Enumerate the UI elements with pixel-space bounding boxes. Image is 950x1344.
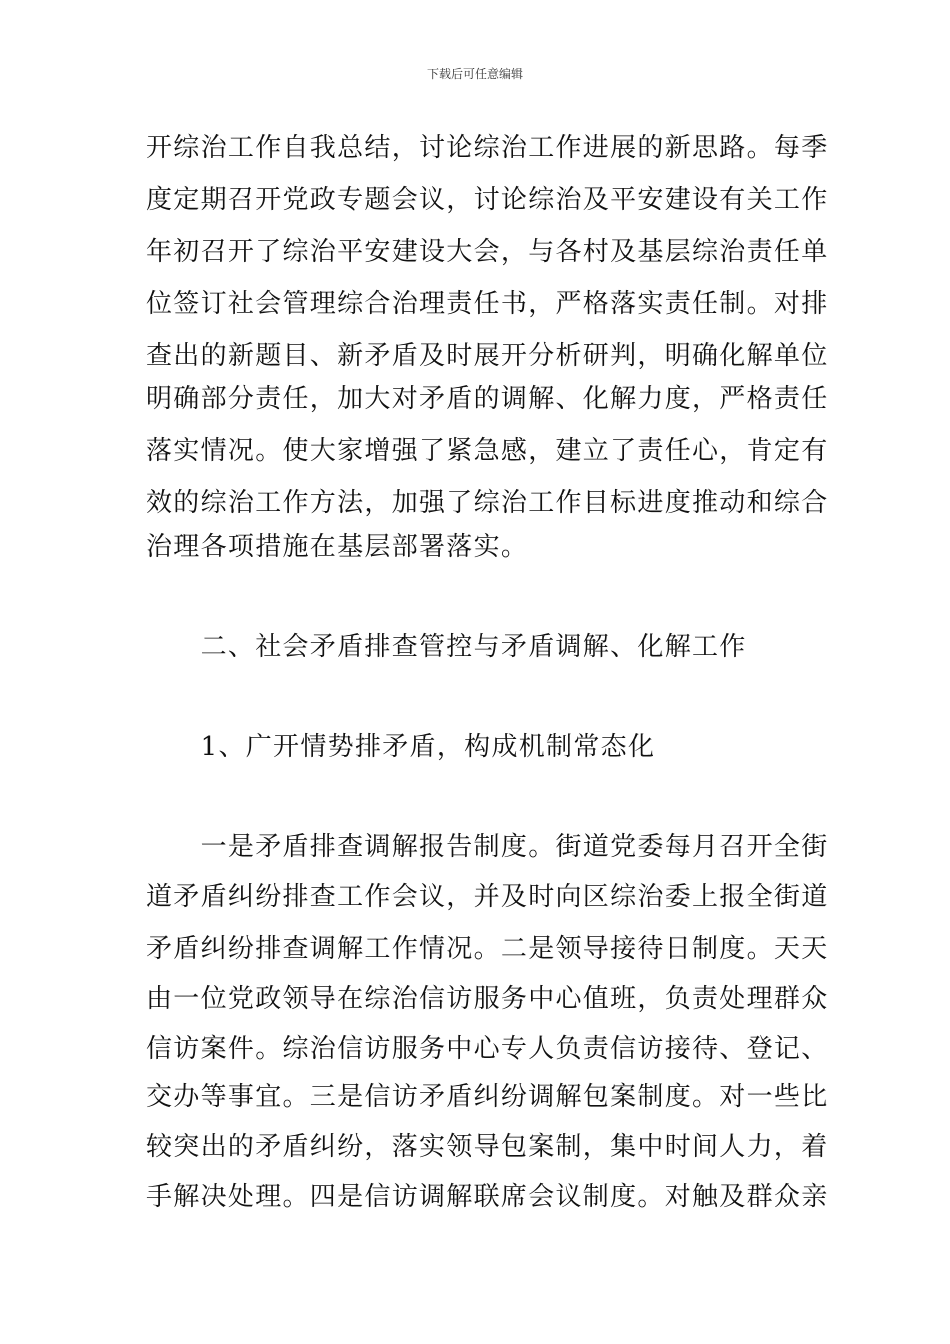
text-line: 效的综治工作方法，加强了综治工作目标进度推动和综合 (146, 488, 829, 518)
text-line: 较突出的矛盾纠纷，落实领导包案制，集中时间人力，着 (146, 1132, 829, 1162)
text-line: 由一位党政领导在综治信访服务中心值班，负责处理群众 (146, 984, 829, 1014)
text-line: 交办等事宜。三是信访矛盾纠纷调解包案制度。对一些比 (146, 1082, 829, 1112)
subsection-heading: 1、广开情势排矛盾，构成机制常态化 (146, 732, 656, 762)
text-line: 明确部分责任，加大对矛盾的调解、化解力度，严格责任 (146, 384, 829, 414)
text-line: 手解决处理。四是信访调解联席会议制度。对触及群众亲 (146, 1182, 829, 1212)
text-line: 查出的新题目、新矛盾及时展开分析研判，明确化解单位 (146, 341, 829, 371)
text-line: 开综治工作自我总结，讨论综治工作进展的新思路。每季 (146, 133, 829, 163)
page-header-note: 下载后可任意编辑 (426, 67, 523, 81)
text-line: 信访案件。综治信访服务中心专人负责信访接待、登记、 (146, 1034, 829, 1064)
text-line: 落实情况。使大家增强了紧急感，建立了责任心，肯定有 (146, 436, 829, 466)
text-line: 年初召开了综治平安建设大会，与各村及基层综治责任单 (146, 237, 829, 267)
section-heading: 二、社会矛盾排查管控与矛盾调解、化解工作 (146, 632, 747, 662)
text-line: 矛盾纠纷排查调解工作情况。二是领导接待日制度。天天 (146, 934, 829, 964)
text-line: 治理各项措施在基层部署落实。 (146, 532, 529, 562)
text-line: 度定期召开党政专题会议，讨论综治及平安建设有关工作 (146, 185, 829, 215)
text-line: 一是矛盾排查调解报告制度。街道党委每月召开全街 (146, 832, 829, 862)
text-line: 道矛盾纠纷排查工作会议，并及时向区综治委上报全街道 (146, 882, 829, 912)
text-line: 位签订社会管理综合治理责任书，严格落实责任制。对排 (146, 289, 829, 319)
